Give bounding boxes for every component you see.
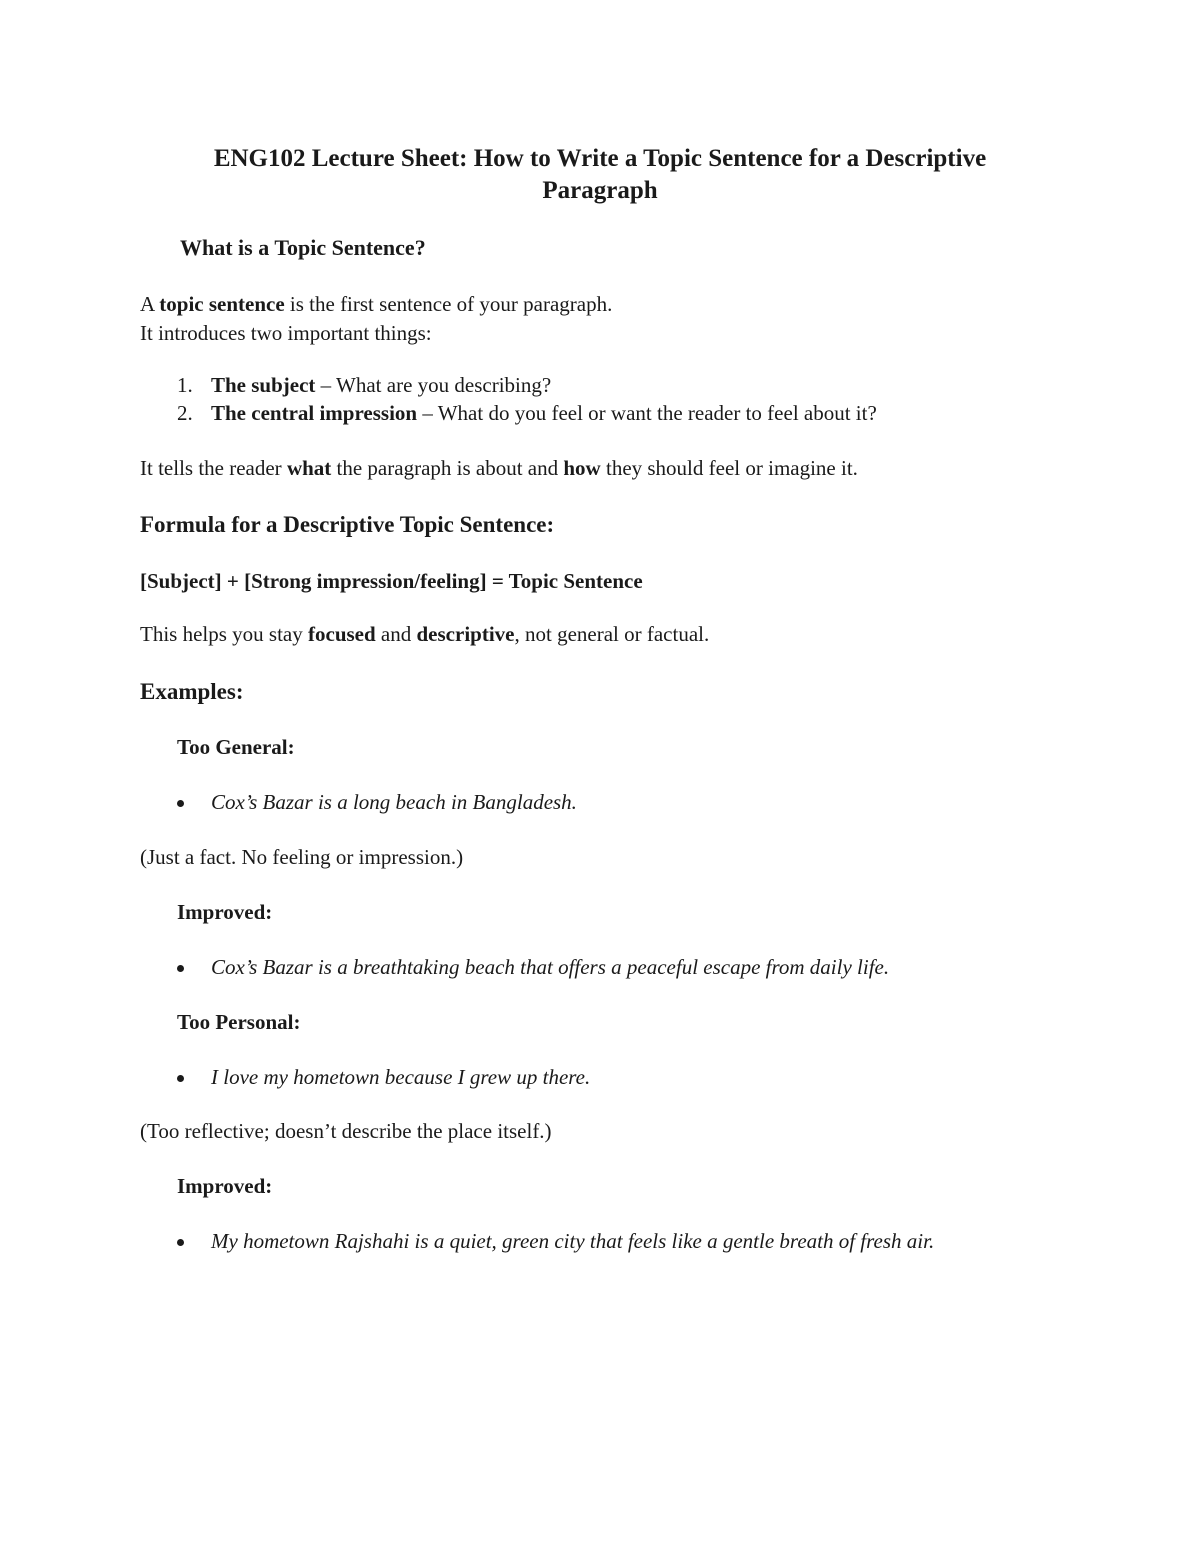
- definition-paragraph: [140, 290, 612, 318]
- formula-explanation-text-1: This helps you stay: [140, 622, 308, 646]
- list-item-impression-term: The central impression: [211, 401, 418, 425]
- note-too-general: (Just a fact. No feeling or impression.): [140, 845, 464, 869]
- heading-examples: Examples:: [140, 679, 244, 704]
- intro-paragraph: It introduces two important things:: [140, 321, 432, 345]
- example-too-personal: I love my hometown because I grew up there.: [211, 1065, 591, 1089]
- document-title-line-2: Paragraph: [542, 177, 658, 204]
- list-number-1: 1.: [177, 373, 193, 397]
- bullet-icon: [177, 965, 184, 972]
- label-too-personal: Too Personal:: [177, 1010, 301, 1034]
- formula-explanation: [140, 620, 709, 648]
- bullet-icon: [177, 800, 184, 807]
- summary-bold-how: how: [563, 456, 601, 480]
- list-number-2: 2.: [177, 401, 193, 425]
- example-improved-1: Cox’s Bazar is a breathtaking beach that offers a peaceful escape from daily life.: [211, 955, 890, 979]
- label-improved-1: Improved:: [177, 900, 273, 924]
- definition-term: topic sentence: [159, 292, 285, 316]
- summary-text-2: the paragraph is about and: [331, 456, 564, 480]
- label-improved-2: Improved:: [177, 1174, 273, 1198]
- list-item-impression: [211, 399, 877, 427]
- note-too-personal: (Too reflective; doesn’t describe the place itself.): [140, 1119, 552, 1143]
- list-item-subject-term: The subject: [211, 373, 316, 397]
- bullet-icon: [177, 1239, 184, 1246]
- heading-what-is-topic-sentence: What is a Topic Sentence?: [180, 235, 426, 260]
- list-item-subject-text: – What are you describing?: [315, 373, 552, 397]
- example-improved-2: My hometown Rajshahi is a quiet, green city that feels like a gentle breath of fresh air.: [211, 1229, 935, 1253]
- summary-bold-what: what: [286, 456, 332, 480]
- formula-explanation-text-2: and: [375, 622, 417, 646]
- list-item-impression-text: – What do you feel or want the reader to feel about it?: [417, 401, 877, 425]
- summary-text-1: It tells the reader: [140, 456, 287, 480]
- bullet-icon: [177, 1075, 184, 1082]
- definition-text-pre: A: [140, 292, 160, 316]
- formula-explanation-text-3: , not general or factual.: [514, 622, 710, 646]
- formula-explanation-bold-focused: focused: [308, 622, 376, 646]
- list-item-subject: [211, 371, 551, 399]
- summary-paragraph: [140, 454, 858, 482]
- label-too-general: Too General:: [177, 735, 295, 759]
- formula-text: [Subject] + [Strong impression/feeling] = Topic Sentence: [140, 569, 643, 593]
- definition-text-post: is the first sentence of your paragraph.: [284, 292, 613, 316]
- formula-explanation-bold-descriptive: descriptive: [416, 622, 515, 646]
- document-title-line-1: ENG102 Lecture Sheet: How to Write a Topic Sentence for a Descriptive: [213, 145, 987, 172]
- heading-formula: Formula for a Descriptive Topic Sentence:: [140, 512, 555, 537]
- summary-text-3: they should feel or imagine it.: [600, 456, 858, 480]
- example-too-general: Cox’s Bazar is a long beach in Bangladesh.: [211, 790, 577, 814]
